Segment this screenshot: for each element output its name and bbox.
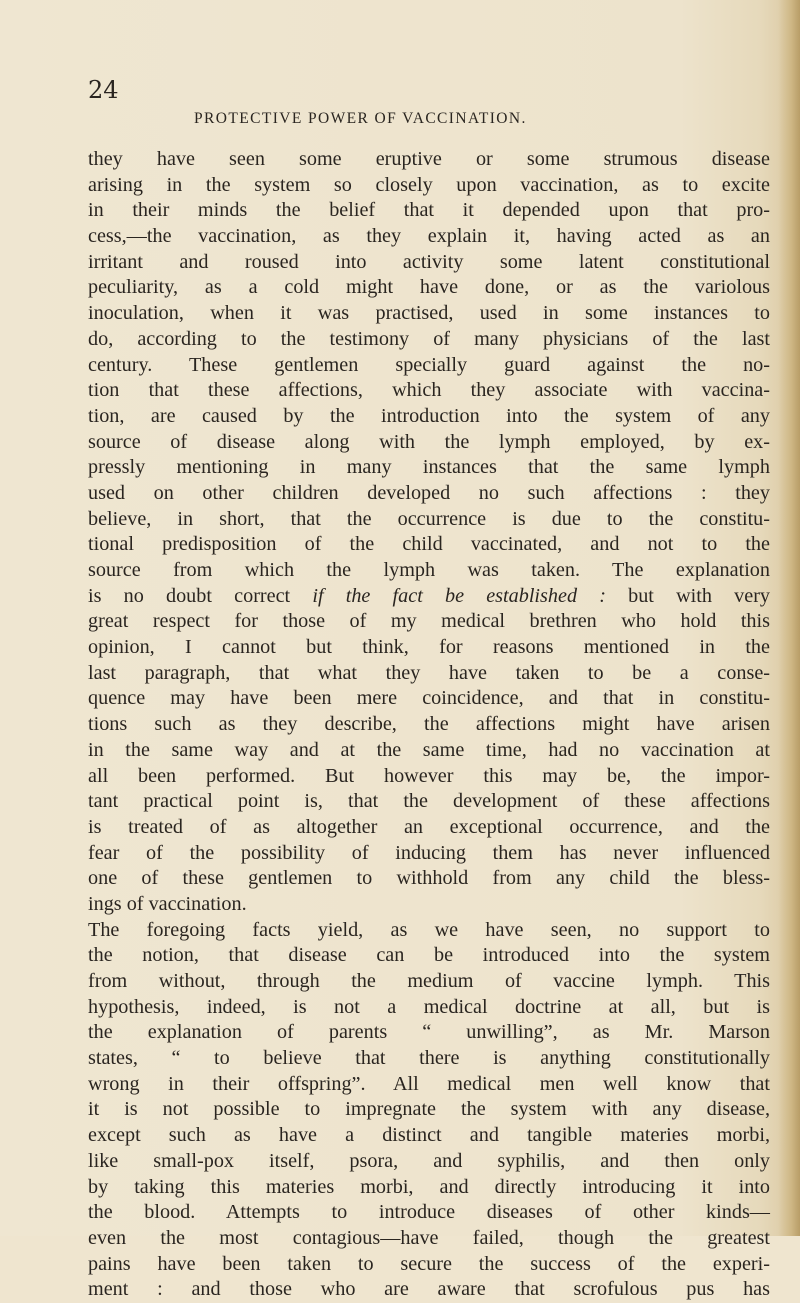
text-line: the explanation of parents “ unwilling”, as Mr. Marson [88,1021,770,1044]
text-line: great respect for those of my medical brethren who hold this [88,610,770,633]
text-line: by taking this materies morbi, and directly introducing it into [88,1175,770,1198]
running-head-title: PROTECTIVE POWER OF VACCINATION. [194,110,527,127]
text-line: one of these gentlemen to withhold from any child the bless- [88,867,770,890]
text-line: used on other children developed no such affections : they [88,481,770,504]
text-line: is treated of as altogether an exceptional occurrence, and the [88,815,770,838]
text-line: pains have been taken to secure the success of the experi- [88,1252,770,1275]
page-number: 24 [88,76,119,104]
text-line: all been performed. But however this may be, the impor- [88,764,770,787]
text-line: tion, are caused by the introduction into the system of any [88,404,770,427]
text-line: except such as have a distinct and tangible materies morbi, [88,1124,770,1147]
text-line: source of disease along with the lymph employed, by ex- [88,430,770,453]
text-line: even the most contagious—have failed, though the greatest [88,1226,770,1249]
text-line: inoculation, when it was practised, used in some instances to [88,302,770,325]
text-line: like small-pox itself, psora, and syphilis, and then only [88,1149,770,1172]
italic-phrase: if the fact be established : [312,584,606,607]
text-run: but with very [605,584,771,607]
text-line: source from which the lymph was taken. The explanation [88,559,770,581]
text-line: arising in the system so closely upon vaccination, as to excite [88,173,770,196]
text-line: the blood. Attempts to introduce diseases of other kinds— [88,1201,770,1224]
text-line: ment : and those who are aware that scrofulous pus has [88,1278,770,1301]
paragraph-end-line: ings of vaccination. [88,892,247,915]
text-line: it is not possible to impregnate the system with any disease, [88,1098,770,1121]
text-line: states, “ to believe that there is anything constitutionally [88,1047,770,1070]
text-line: wrong in their offspring”. All medical men well know that [88,1072,770,1095]
text-line: tions such as they describe, the affections might have arisen [88,713,770,736]
text-line: fear of the possibility of inducing them has never influenced [88,841,770,864]
text-line: pressly mentioning in many instances that the same lymph [88,456,770,479]
text-line: peculiarity, as a cold might have done, or as the variolous [88,276,770,299]
body-text [88,147,770,1303]
text-line: believe, in short, that the occurrence is due to the constitu- [88,507,770,530]
text-line: cess,—the vaccination, as they explain it, having acted as an [88,225,770,248]
text-line: do, according to the testimony of many physicians of the last [88,327,770,350]
text-line-with-italic [88,584,770,610]
text-line: they have seen some eruptive or some strumous disease [88,148,770,170]
text-run: is no doubt correct [88,584,313,607]
text-line: in the same way and at the same time, had no vaccination at [88,738,770,761]
text-line: last paragraph, that what they have taken to be a conse- [88,661,770,684]
text-line: tional predisposition of the child vaccinated, and not to the [88,533,770,556]
text-line: quence may have been mere coincidence, and that in constitu- [88,687,770,710]
text-line: irritant and roused into activity some latent constitutional [88,250,770,273]
paragraph-start-line: The foregoing facts yield, as we have seen, no support to [88,918,770,941]
page-edge-shadow [778,0,800,1236]
text-line: opinion, I cannot but think, for reasons mentioned in the [88,636,770,659]
text-line: century. These gentlemen specially guard against the no- [88,353,770,376]
running-head [88,76,768,127]
text-line: hypothesis, indeed, is not a medical doctrine at all, but is [88,995,770,1018]
text-line: tion that these affections, which they associate with vaccina- [88,379,770,402]
text-line: in their minds the belief that it depended upon that pro- [88,199,770,222]
text-line: from without, through the medium of vaccine lymph. This [88,970,770,992]
text-line: tant practical point is, that the development of these affections [88,790,770,813]
text-line: the notion, that disease can be introduced into the system [88,944,770,967]
